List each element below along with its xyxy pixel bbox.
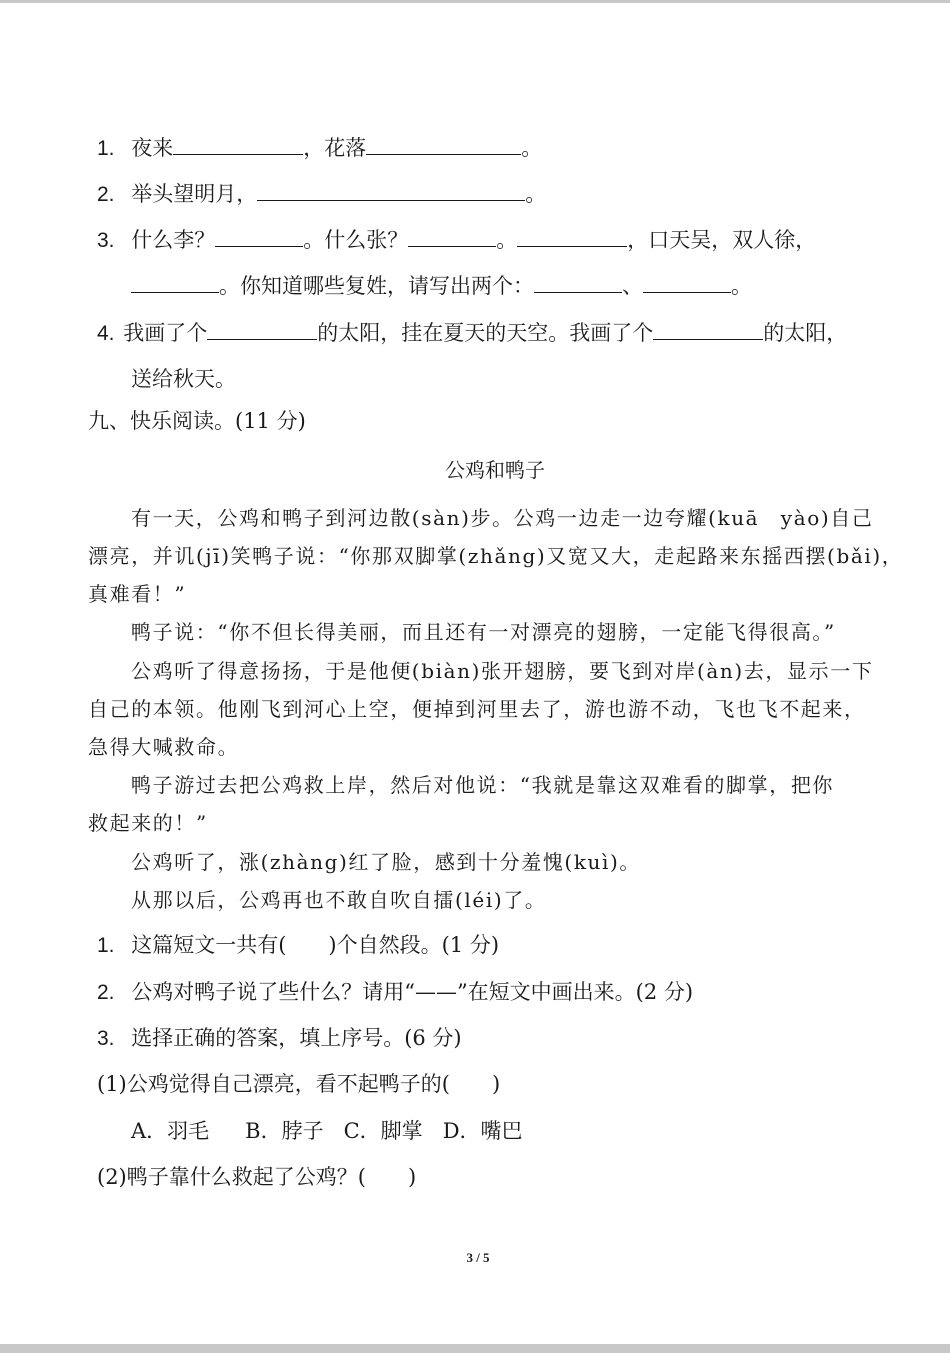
story-paragraph-1-line-2: 漂亮，并讥(jī)笑鸭子说：“你那双脚掌(zhǎng)又宽又大，走起路来东摇西摆(bǎi)， xyxy=(88,544,904,568)
story-paragraph-4-line-2: 救起来的！” xyxy=(88,811,208,835)
fill-question-2: 2. 举头望明月， 。 xyxy=(97,182,547,206)
story-paragraph-6-line-1: 从那以后，公鸡再也不敢自吹自擂(léi)了。 xyxy=(131,888,547,912)
sub-question-2: (2)鸭子靠什么救起了公鸡？( ) xyxy=(97,1165,417,1189)
reading-question-2: 2. 公鸡对鸭子说了些什么？请用“——”在短文中画出来。(2 分) xyxy=(97,980,694,1004)
story-title: 公鸡和鸭子 xyxy=(445,458,545,482)
answer-blank[interactable] xyxy=(257,180,525,201)
answer-blank[interactable] xyxy=(173,134,303,155)
option-d[interactable]: D．嘴巴 xyxy=(442,1119,523,1143)
reading-question-3: 3. 选择正确的答案，填上序号。(6 分) xyxy=(97,1026,462,1050)
section-heading: 九、快乐阅读。(11 分) xyxy=(88,409,306,433)
answer-blank[interactable] xyxy=(653,319,763,340)
answer-blank[interactable] xyxy=(517,226,627,247)
answer-blank[interactable] xyxy=(643,272,731,293)
story-paragraph-3-line-1: 公鸡听了得意扬扬，于是他便(biàn)张开翅膀，要飞到对岸(àn)去，显示一下 xyxy=(131,659,874,683)
sub-question-1: (1)公鸡觉得自己漂亮，看不起鸭子的( ) xyxy=(97,1072,501,1096)
answer-blank[interactable] xyxy=(215,226,303,247)
question-number: 2. xyxy=(97,183,115,206)
fill-question-1: 1. 夜来 ，花落 。 xyxy=(97,136,543,160)
option-c[interactable]: C．脚掌 xyxy=(343,1119,423,1143)
question-number: 4. xyxy=(97,322,115,345)
question-number: 1. xyxy=(97,137,115,160)
answer-blank[interactable] xyxy=(131,272,219,293)
option-b[interactable]: B．脖子 xyxy=(245,1119,324,1143)
answer-blank[interactable] xyxy=(408,226,496,247)
fill-question-3: 3. 什么李？ 。什么张？ 。 ，口天吴，双人徐， xyxy=(97,228,817,252)
reading-question-1: 1. 这篇短文一共有( )个自然段。(1 分) xyxy=(97,933,500,957)
fill-question-3-cont: 。你知道哪些复姓，请写出两个： 、 。 xyxy=(131,271,752,301)
story-paragraph-1-line-3: 真难看！” xyxy=(88,582,187,606)
answer-options xyxy=(131,1116,523,1146)
option-a[interactable]: A．羽毛 xyxy=(131,1119,210,1143)
story-paragraph-1-line-1: 有一天，公鸡和鸭子到河边散(sàn)步。公鸡一边走一边夸耀(kuā yào)自己 xyxy=(131,506,874,530)
story-paragraph-3-line-2: 自己的本领。他刚飞到河心上空，便掉到河里去了，游也游不动，飞也飞不起来， xyxy=(88,697,866,721)
page-number: 3 / 5 xyxy=(466,1250,490,1265)
fill-question-4-cont: 送给秋天。 xyxy=(131,367,236,391)
question-number: 3. xyxy=(97,229,115,252)
top-border xyxy=(0,0,950,3)
fill-question-4: 4. 我画了个 的太阳，挂在夏天的天空。我画了个 的太阳， xyxy=(97,321,848,345)
story-paragraph-2-line-1: 鸭子说：“你不但长得美丽，而且还有一对漂亮的翅膀，一定能飞得很高。” xyxy=(131,620,836,644)
story-paragraph-4-line-1: 鸭子游过去把公鸡救上岸，然后对他说：“我就是靠这双难看的脚掌，把你 xyxy=(131,773,835,797)
answer-blank[interactable] xyxy=(207,319,317,340)
bottom-border xyxy=(0,1344,950,1353)
answer-blank[interactable] xyxy=(366,134,521,155)
story-paragraph-5-line-1: 公鸡听了，涨(zhàng)红了脸，感到十分羞愧(kuì)。 xyxy=(131,850,642,874)
story-paragraph-3-line-3: 急得大喊救命。 xyxy=(88,735,240,759)
answer-blank[interactable] xyxy=(534,272,622,293)
